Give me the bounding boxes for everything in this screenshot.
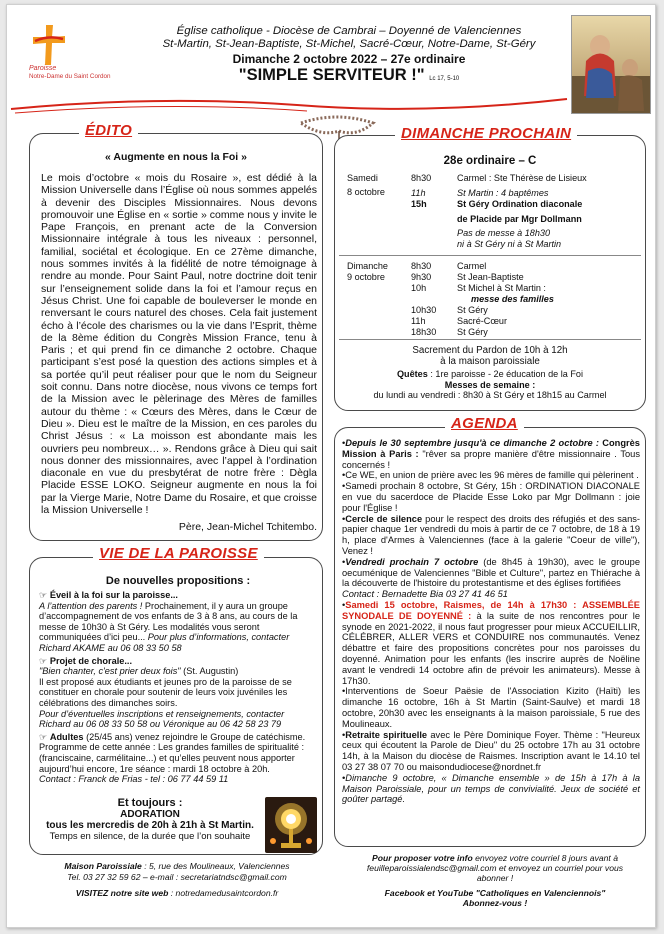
eveil-heading bbox=[39, 590, 317, 601]
cross-icon bbox=[29, 23, 69, 67]
adultes-ages: (25/45 ans) bbox=[86, 731, 133, 742]
row-text: St Géry Ordination diaconale bbox=[457, 199, 583, 209]
paroisse-heading: VIE DE LA PAROISSE bbox=[93, 545, 264, 562]
semaine-text: du lundi au vendredi : 8h30 à St Géry et 18h15 au Carmel bbox=[373, 390, 607, 400]
title-reference: Lc 17, 5-10 bbox=[429, 76, 460, 82]
agenda-text: Samedi prochain 8 octobre, St Géry, 15h : ORDINATION DIACONALE en vue du sacerdoce de Placide Esse Loko par Mgr Dollmann : joie pour l'Église ! bbox=[342, 481, 640, 513]
samedi-label: Samedi bbox=[347, 173, 378, 183]
edito-heading: ÉDITO bbox=[79, 122, 138, 139]
row-text: Sacré-Cœur bbox=[457, 316, 508, 326]
adultes-contact: Contact : Franck de Frias - tel : 06 77 44 59 11 bbox=[39, 774, 229, 785]
row-time: 11h bbox=[411, 188, 426, 198]
website-link[interactable]: : notredamedusaintcordon.fr bbox=[170, 888, 279, 898]
adoration-title: ADORATION bbox=[120, 809, 180, 820]
schedule-row bbox=[457, 199, 582, 210]
row-text: de Placide par Mgr Dollmann bbox=[457, 214, 582, 224]
dimanche-heading: DIMANCHE PROCHAIN bbox=[395, 125, 577, 142]
toujours-title: Et toujours : bbox=[117, 797, 183, 809]
schedule-row bbox=[411, 305, 436, 316]
row-time: 18h30 bbox=[411, 327, 437, 337]
agenda-bold: Cercle de silence bbox=[345, 513, 423, 524]
row-time: 8h30 bbox=[411, 261, 432, 271]
agenda-heading: AGENDA bbox=[445, 415, 524, 432]
agenda-text: avec le Père Dominique Foyer. Thème : "Heureux ceux qui écoutent la Parole de Dieu" du 25 octobre 17h au 31 octobre 14h, à la Maison du diocèse de Raismes. Inscription avant le 14.10 tel 03 27 38 07 70 ou maisondudiocese@nordnet.fr bbox=[342, 729, 640, 772]
row-text: Carmel : Ste Thérèse de Lisieux bbox=[457, 173, 587, 183]
edito-signature: Père, Jean-Michel Tchitembo. bbox=[178, 521, 317, 533]
row-time: 9h30 bbox=[411, 272, 432, 282]
agenda-text: à la suite de nos rencontres pour le synode en 2021-2022, il nous faut progresser pour mieux ACCUEILLIR, CÉLÉBRER, ALLER VERS et CONDUIRE nos communautés. Venez débattre et faire des propositions concrètes pour nos paroisses du doyenné. Animation pour les enfants (les inscrire auprès de Noëline avant le vendredi 14 octobre afin de prévoir les animateurs). Messe à 17h30. bbox=[342, 610, 640, 686]
chorale-body: Il est proposé aux étudiants et jeunes pro de la paroisse de se constituer en chorale pour soutenir de leurs voix juvéniles les célébrations des dimanches soirs. bbox=[39, 676, 292, 708]
row-time: 11h bbox=[411, 316, 426, 326]
schedule-row bbox=[457, 316, 507, 327]
chorale-author: (St. Augustin) bbox=[183, 666, 239, 677]
header-diocese: Église catholique - Diocèse de Cambrai – Doyenné de Valenciennes bbox=[176, 25, 522, 37]
maison-contacts: Tel. 03 27 32 59 62 – e-mail : secretariatndsc@gmail.com bbox=[67, 871, 287, 882]
toujours-block bbox=[35, 797, 265, 842]
agenda-item bbox=[342, 589, 640, 600]
row-text: Carmel bbox=[457, 261, 487, 271]
adultes-body: venez rejoindre le Groupe de catéchisme. Programme de cette année : Les grandes familles de spiritualité : (franciscaine, carmélitaine...) et qu’elles peuvent nous apporter aujourd’hui encore, 1re séance : mardi 18 octobre à 20h. bbox=[39, 731, 306, 774]
agenda-item: •Cercle de silence pour le respect des droits des réfugiés et des sans-papier chaque 1er vendredi du mois à partir de ce 7 octobre, de 18 à 19 h, place d'Armes à Valenciennes (face à la galerie "Coeur de ville"), Venez ! bbox=[342, 513, 640, 556]
abonnez-line: Abonnez-vous ! bbox=[462, 897, 528, 908]
schedule-row bbox=[411, 261, 431, 272]
propose-label: Pour proposer votre info bbox=[372, 853, 473, 863]
row-time: 10h30 bbox=[411, 305, 437, 315]
adultes-block bbox=[39, 732, 317, 785]
agenda-item: •Retraite spirituelle avec le Père Dominique Foyer. Thème : "Heureux ceux qui écoutent la Parole de Dieu" du 25 octobre 17h au 31 octobre 14h, à la Maison du diocèse de Raismes. Inscription avant le 14.10 tel 03 27 38 07 70 ou maisondudiocese@nordnet.fr bbox=[342, 729, 640, 772]
agenda-text: Contact : Bernadette Bia 03 27 41 46 51 bbox=[342, 589, 508, 600]
agenda-item: •Samedi prochain 8 octobre, St Géry, 15h : ORDINATION DIACONALE en vue du sacerdoce de Placide Esse Loko par Mgr Dollmann : joie pour l'Église ! bbox=[342, 481, 640, 513]
row-text: St Géry bbox=[457, 305, 488, 315]
agenda-lead: Vendredi prochain 7 octobre bbox=[345, 556, 479, 567]
agenda-text: Interventions de Soeur Paësie de l'Association Kizito (Haïti) les dimanche 16 octobre, 16h à St Martin (Saint-Saulve) et mardi 18 octobre, 20h30 avec les enseignants à la maison paroissiale, 5 rue des Moulineaux. bbox=[342, 686, 640, 729]
pointing-hand-icon: ☞ bbox=[39, 731, 48, 742]
row-text: St Géry bbox=[457, 327, 488, 337]
schedule-row bbox=[457, 305, 488, 316]
header-title bbox=[129, 66, 569, 89]
pardon-line: Sacrement du Pardon de 10h à 12h bbox=[412, 345, 568, 356]
schedule-row bbox=[411, 327, 436, 338]
propositions-title: De nouvelles propositions : bbox=[105, 575, 251, 587]
agenda-item: •Samedi 15 octobre, Raismes, de 14h à 17h30 : ASSEMBLÉE SYNODALE DE DOYENNÉ : à la suite de nos rencontres pour le synode en 2021-2022, il nous faut progresser pour mieux ACCUEILLIR, CÉLÉBRER, ALLER VERS et CONDUIRE nos communautés. Venez débattre et faire des propositions concrètes pour nos paroisses du doyenné. Animation pour les enfants (les inscrire auprès de Noëline avant le vendredi 14 octobre afin de prévoir les animateurs). Messe à 17h30. bbox=[342, 599, 640, 686]
agenda-text: (de 8h45 à 19h30), avec le groupe oecuménique de Valenciennes "Bible et Culture", partez en Thiérache à la découverte de l'histoire du protestantisme et des églises fortifiées bbox=[342, 556, 640, 589]
agenda-text: pour le respect des droits des réfugiés et des sans-papier chaque 1er vendredi du mois à partir de ce 7 octobre, de 18 à 19 h, place d'Armes à Valenciennes (face à la galerie "Coeur de ville"), Venez ! bbox=[342, 513, 640, 556]
schedule-divider bbox=[339, 255, 641, 256]
maison-address: : 5, rue des Moulineaux, Valenciennes bbox=[144, 861, 290, 871]
schedule-row bbox=[411, 283, 426, 294]
dimanche-label: Dimanche bbox=[347, 261, 388, 271]
row-text: St Jean-Baptiste bbox=[457, 272, 524, 282]
schedule-row bbox=[457, 214, 582, 225]
footer-right bbox=[355, 853, 635, 908]
monstrance-image bbox=[265, 797, 317, 853]
row-text: messe des familles bbox=[471, 294, 554, 304]
eveil-block bbox=[39, 590, 317, 654]
row-text: St Martin : 4 baptêmes bbox=[457, 188, 549, 198]
semaine-title: Messes de semaine : bbox=[444, 379, 536, 390]
edito-body: Le mois d’octobre « mois du Rosaire », est dédié à la Mission Universelle dans l’Église où nous sommes appelés à devenir des Disciples Missionnaires. Nous devons promouvoir une Église en « sortie » comme nous y invite le Pape François, en prenant acte de la Conversion Missionnaire intégrale à tous les niveaux : personnel, familial, sociétal et écologique. En ce 27ème dimanche, nous sommes invités à la fidélité de notre témoignage à rendre au monde. Pour Saint Paul, notre doctrine doit tenir sur l’enseignement solide dans la foi et l’amour reçus en Jésus Christ. Une foi capable de bouleverser le monde en renversant le cours naturel des choses. Cela fait justement écho à l’école des charismes ou la vie dans l’Esprit, thème de la 8ème édition du Congrès Mission France, tenu à Paris ; et qui prend fin ce dimanche 2 octobre. Chaque participant s’est posé la question des actions simples et à sa portée qu’il peut réaliser pour que le nom du Seigneur soit connu. Dans notre diocèse, nous vivons ce temps fort de la Mission avec le pèlerinage des Mères de familles autour du thème : « Cœurs des Mères, dans le Cœur de Dieu ». Dieu est le maître de la Mission, en ces paroles du Christ Jésus : « La moisson est abondante mais les ouvriers peu nombreux… ». Rendons grâce à Dieu qui sait nous donner des missionnaires, avec l’appel à l’ordination diaconale en vue du presbytérat de notre frère : Dègla Placide ESSE LOKO. Seigneur augmente en nous la foi par la Vierge Marie, Notre Dame du Rosaire, et que croisse la Mission Universelle ! bbox=[41, 172, 317, 517]
agenda-list bbox=[342, 438, 640, 805]
schedule-row bbox=[457, 173, 587, 184]
schedule-row bbox=[411, 199, 427, 210]
footer-left bbox=[31, 861, 323, 899]
quetes-label: Quêtes bbox=[396, 369, 428, 379]
schedule-row bbox=[457, 228, 550, 239]
header-churches: St-Martin, St-Jean-Baptiste, St-Michel, Sacré-Cœur, Notre-Dame, St-Géry bbox=[162, 38, 536, 50]
samedi-date: 8 octobre bbox=[347, 187, 385, 197]
agenda-item: •Vendredi prochain 7 octobre (de 8h45 à 19h30), avec le groupe oecuménique de Valenciennes "Bible et Culture", partez en Thiérache à la découverte de l'histoire du protestantisme et des églises fortifiées bbox=[342, 556, 640, 589]
schedule-row bbox=[457, 283, 546, 294]
agenda-text: Ce WE, en union de prière avec les 96 mères de famille qui pèlerinent . bbox=[345, 470, 639, 481]
adoration-note: Temps en silence, de la durée que l’on souhaite bbox=[49, 831, 251, 842]
agenda-text: Dimanche 9 octobre, « Dimanche ensemble » de 15h à 17h à la Maison Paroissiale, pour un temps de convivialité. Jeux de société et goûter partagé. bbox=[342, 772, 640, 805]
pardon-info bbox=[339, 345, 641, 401]
quetes-text: : 1re paroisse - 2e éducation de la Foi bbox=[430, 369, 584, 379]
schedule-row bbox=[411, 188, 426, 199]
agenda-lead: Samedi 15 octobre, Raismes, de 14h à 17h30 : ASSEMBLÉE SYNODALE DE DOYENNÉ : bbox=[342, 599, 640, 621]
chorale-block bbox=[39, 656, 317, 730]
visit-label: VISITEZ notre site web bbox=[75, 888, 169, 898]
schedule-row bbox=[411, 272, 431, 283]
header bbox=[129, 25, 569, 89]
pointing-hand-icon: ☞ bbox=[39, 590, 48, 600]
eveil-lead: A l’attention des parents ! bbox=[39, 600, 143, 611]
parish-logo bbox=[17, 23, 137, 85]
chorale-quote: "Bien chanter, c'est prier deux fois" bbox=[39, 666, 181, 677]
bulletin-page bbox=[6, 4, 656, 928]
agenda-text: "rêver sa propre manière d'être missionnaire . Tous concernés ! bbox=[342, 448, 641, 470]
row-text: St Michel à St Martin : bbox=[457, 283, 546, 293]
schedule-row bbox=[457, 239, 561, 250]
paroisse-content bbox=[39, 575, 317, 785]
chorale-title: Projet de chorale... bbox=[49, 655, 133, 666]
row-time: 15h bbox=[411, 199, 427, 209]
chorale-info: Pour d’éventuelles inscriptions et renseignements, contacter Richard au 06 08 33 50 58 ou Véronique au 06 42 58 23 79 bbox=[39, 708, 285, 730]
agenda-item: •Dimanche 9 octobre, « Dimanche ensemble » de 15h à 17h à la Maison Paroissiale, pour un temps de convivialité. Jeux de société et goûter partagé. bbox=[342, 772, 640, 805]
agenda-lead: Depuis le 30 septembre jusqu'à ce dimanche 2 octobre : bbox=[345, 438, 599, 448]
propose-body: envoyez votre courriel 8 jours avant à feuilleparoissialendsc@gmail.com et envoyez un courriel pour vous abonner ! bbox=[366, 853, 624, 884]
title-text: "SIMPLE SERVITEUR !" bbox=[238, 66, 425, 84]
agenda-item: •Interventions de Soeur Paësie de l'Association Kizito (Haïti) les dimanche 16 octobre, 16h à St Martin (Saint-Saulve) et mardi 18 octobre, 20h30 avec les enseignants à la maison paroissiale, 5 rue des Moulineaux. bbox=[342, 686, 640, 729]
social-line: Facebook et YouTube "Catholiques en Valenciennois" bbox=[384, 887, 606, 898]
chorale-heading bbox=[39, 656, 317, 667]
edito-subtitle: « Augmente en nous la Foi » bbox=[105, 151, 247, 163]
schedule-row bbox=[457, 261, 486, 272]
adultes-title: Adultes bbox=[49, 731, 84, 742]
schedule-row bbox=[457, 327, 488, 338]
logo-text-paroisse: Paroisse bbox=[29, 65, 57, 72]
adoration-when: tous les mercredis de 20h à 21h à St Martin. bbox=[46, 820, 254, 831]
quetes-line bbox=[339, 369, 641, 380]
agenda-item: •Ce WE, en union de prière avec les 96 mères de famille qui pèlerinent . bbox=[342, 470, 639, 481]
eveil-title: Éveil à la foi sur la paroisse... bbox=[49, 590, 178, 600]
dimanche-date: 9 octobre bbox=[347, 272, 385, 282]
schedule-divider bbox=[339, 339, 641, 340]
eveil-body: Prochainement, il y aura un groupe d’accompagnement de vos enfants de 3 à 8 ans, au cours de la messe de 10h30 à St Géry. Les modalités vous seront communiquées d’ici peu... bbox=[39, 600, 298, 643]
row-text: Pas de messe à 18h30 bbox=[457, 228, 551, 238]
dimanche-subheading: 28e ordinaire – C bbox=[443, 155, 537, 167]
eveil-info: Pour plus d’informations, contacter Richard AKAME au 06 08 33 50 58 bbox=[39, 632, 290, 653]
schedule-row bbox=[411, 173, 431, 184]
header-date: Dimanche 2 octobre 2022 – 27e ordinaire bbox=[232, 52, 466, 66]
schedule-row bbox=[471, 294, 554, 305]
schedule-row bbox=[457, 188, 548, 199]
schedule-row bbox=[457, 272, 524, 283]
agenda-bold: Congrès Mission à Paris : bbox=[342, 438, 640, 459]
row-text: ni à St Géry ni à St Martin bbox=[457, 239, 562, 249]
pointing-hand-icon: ☞ bbox=[39, 655, 48, 666]
schedule-row bbox=[411, 316, 426, 327]
row-time: 8h30 bbox=[411, 173, 432, 183]
logo-text-name: Notre-Dame du Saint Cordon bbox=[29, 73, 111, 80]
row-time: 10h bbox=[411, 283, 427, 293]
agenda-item: •Depuis le 30 septembre jusqu'à ce dimanche 2 octobre : Congrès Mission à Paris : "rêver sa propre manière d'être missionnaire . Tous concernés ! bbox=[342, 438, 641, 470]
agenda-bold: Retraite spirituelle bbox=[345, 729, 428, 740]
pardon-line2: à la maison paroissiale bbox=[440, 356, 540, 367]
maison-label: Maison Paroissiale bbox=[64, 861, 142, 871]
